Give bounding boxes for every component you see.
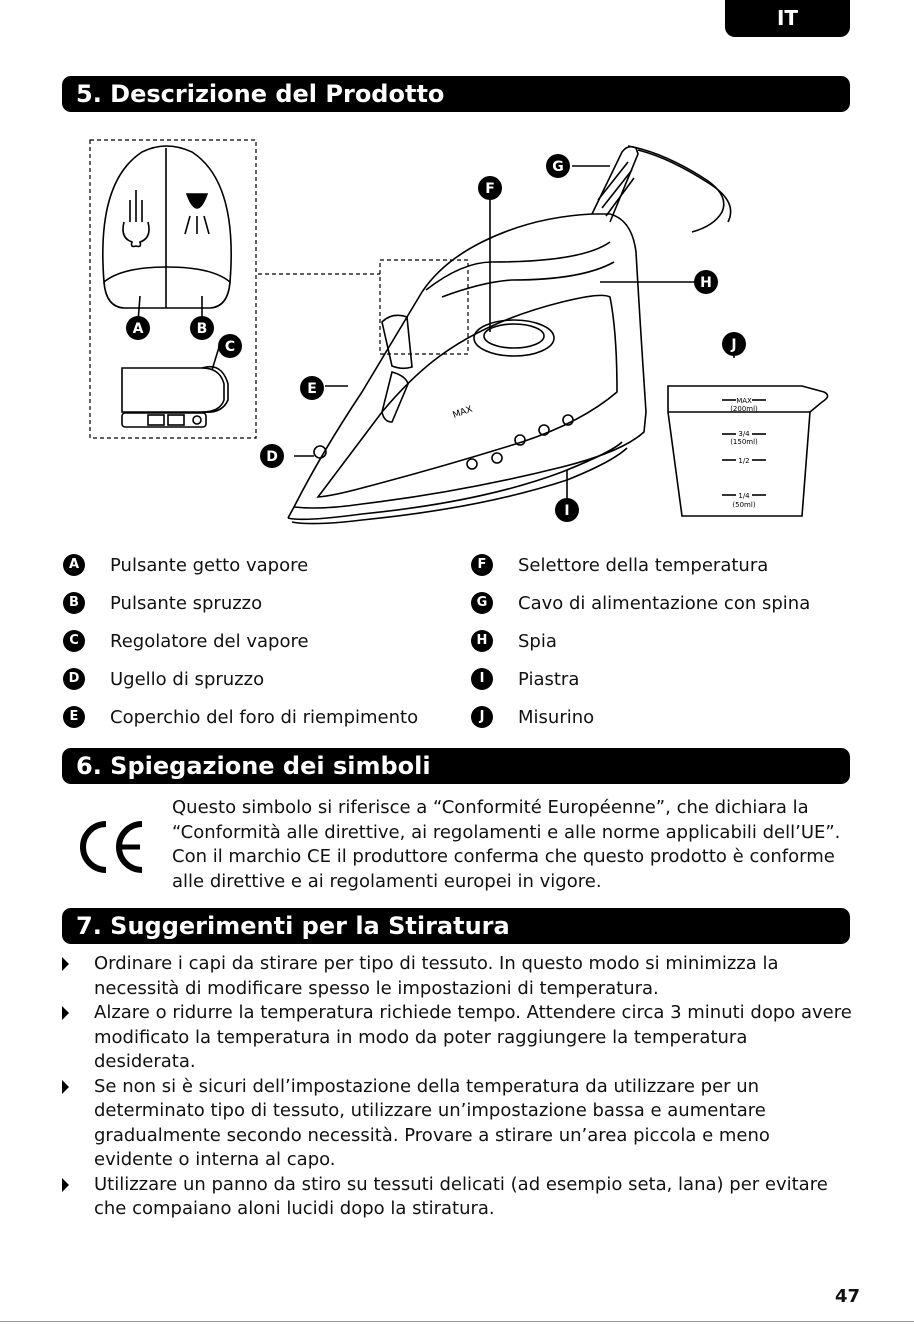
svg-text:3/4: 3/4 [738,430,750,438]
svg-text:1/2: 1/2 [738,457,750,465]
list-item: Ordinare i capi da stirare per tipo di tessuto. In questo modo si minimizza la necessità di modificare spesso le impostazioni di temperatura. [62,952,852,1001]
fill-cap [382,315,412,368]
page-bottom-rule [0,1321,914,1322]
section-heading-ironing-tips: 7. Suggerimenti per la Stiratura [62,908,850,944]
temperature-dial [474,320,554,356]
callout-d: D [266,449,278,465]
steam-icon [123,190,149,247]
callout-g: G [552,159,564,175]
list-item: Se non si è sicuri dell’impostazione della temperatura da utilizzare per un determinato tipo di tessuto, utilizzare un’impostazione bassa e aumentare gradualmente secondo necessità. Provare a stirare un’area piccola e meno evidente o interna al capo. [62,1075,852,1173]
svg-text:(150ml): (150ml) [730,438,758,446]
svg-text:MAX: MAX [736,397,752,405]
iron-body [294,214,646,508]
language-tab: IT [725,0,850,37]
callout-e: E [307,381,317,397]
callout-a: A [132,321,144,337]
button-housing [103,146,231,282]
svg-text:1/4: 1/4 [738,492,750,500]
list-item: Alzare o ridurre la temperatura richiede tempo. Attendere circa 3 minuti dopo avere modificato la temperatura in modo da poter raggiungere la temperatura desiderata. [62,1001,852,1075]
ce-mark-icon [76,818,146,876]
page-number: 47 [834,1286,860,1307]
callout-j: J [731,337,737,353]
callout-c: C [224,339,236,355]
svg-text:(50ml): (50ml) [732,501,756,509]
callout-i: I [564,503,570,519]
cord-guard [592,147,638,222]
tips-list [62,952,852,1222]
section-heading-symbols: 6. Spiegazione dei simboli [62,748,850,784]
ce-description: Questo simbolo si riferisce a “Conformité Européenne”, che dichiara la “Conformità alle direttive, ai regolamenti e alle norme applicabili dell’UE”. Con il marchio CE il produttore conferma che questo prodotto è conforme alle direttive e ai regolamenti europei in vigore. [172,797,841,892]
spray-icon [185,194,209,234]
list-item: Utilizzare un panno da stiro su tessuti delicati (ad esempio seta, lana) per evitare che compaiano aloni lucidi dopo la stiratura. [62,1173,852,1222]
section-heading-product-description: 5. Descrizione del Prodotto [62,76,850,112]
callout-h: H [700,275,712,291]
iron-max-label: MAX [451,404,474,421]
product-diagram [62,122,850,530]
callout-b: B [196,321,208,337]
svg-text:(200ml): (200ml) [730,405,758,413]
steam-regulator [122,368,224,412]
callout-f: F [485,181,495,197]
